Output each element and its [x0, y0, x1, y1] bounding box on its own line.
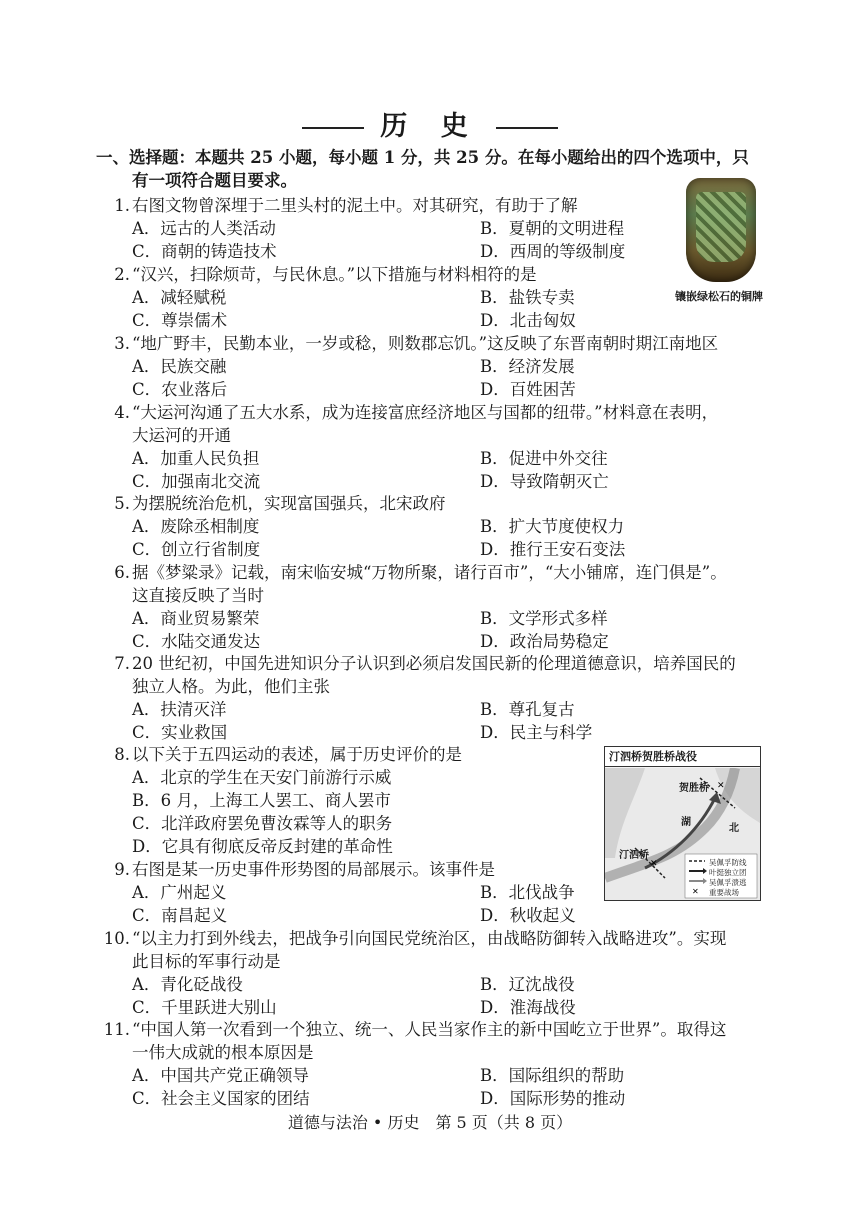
option-d: D．淮海战役 [480, 998, 576, 1017]
legend-retreat: 吴佩孚溃逃 [709, 878, 747, 887]
option-a: A．中国共产党正确领导 [132, 1066, 309, 1085]
legend-battlefield: 重要战场 [709, 888, 739, 897]
option-a: A．远古的人类活动 [132, 219, 276, 238]
question-number: 8. [114, 745, 130, 764]
option-c: C．社会主义国家的团结 [132, 1089, 310, 1108]
bronze-plaque-image [686, 178, 756, 282]
option-c: C．尊崇儒术 [132, 311, 228, 330]
question-number: 11. [103, 1020, 130, 1039]
question-8 [96, 743, 596, 858]
question-stem-continued: 一伟大成就的根本原因是 [132, 1043, 314, 1062]
option-b: B．经济发展 [480, 357, 575, 376]
title-dash-left [302, 127, 364, 129]
question-2 [96, 263, 656, 332]
map-label-hesheng: 贺胜桥 [679, 783, 709, 794]
question-stem-continued: 独立人格。为此，他们主张 [132, 677, 330, 696]
map-title: 汀泗桥贺胜桥战役 [605, 747, 760, 767]
question-3 [96, 332, 776, 401]
bronze-plaque-figure [664, 176, 774, 314]
svg-text:✕: ✕ [692, 887, 699, 896]
option-c: C．南昌起义 [132, 906, 228, 925]
question-stem: “汉兴，扫除烦苛，与民休息。”以下措施与材料相符的是 [132, 265, 537, 284]
option-a: A．广州起义 [132, 883, 227, 902]
map-label-hu: 湖 [681, 817, 691, 828]
question-1 [96, 194, 656, 263]
map-label-bei: 北 [729, 823, 739, 834]
question-stem: “地广野丰，民勤本业，一岁或稔，则数郡忘饥。”这反映了东晋南朝时期江南地区 [132, 334, 719, 353]
option-d: D．国际形势的推动 [480, 1089, 626, 1108]
question-number: 9. [114, 860, 130, 879]
question-7 [96, 652, 776, 744]
option-d: D．导致隋朝灭亡 [480, 472, 609, 491]
question-stem: 右图文物曾深埋于二里头村的泥土中。对其研究，有助于了解 [132, 196, 578, 215]
option-c: C．实业救国 [132, 723, 228, 742]
question-9 [96, 858, 596, 927]
option-b: B．盐铁专卖 [480, 288, 575, 307]
question-11 [96, 1018, 776, 1110]
question-stem-continued: 此目标的军事行动是 [132, 952, 281, 971]
option-c: C．水陆交通发达 [132, 632, 261, 651]
option-b: B．6 月，上海工人罢工、商人罢市 [132, 791, 391, 810]
question-number: 2. [114, 265, 130, 284]
question-number: 10. [103, 929, 130, 948]
question-stem: 20 世纪初，中国先进知识分子认识到必须启发国民新的伦理道德意识，培养国民的 [132, 654, 736, 673]
question-stem: 据《梦粱录》记载，南宋临安城“万物所聚，诸行百市”，“大小铺席，连门俱是”。 [132, 563, 727, 582]
option-b: B．文学形式多样 [480, 609, 608, 628]
question-6 [96, 561, 776, 653]
question-stem: 为摆脱统治危机，实现富国强兵，北宋政府 [132, 494, 446, 513]
option-c: C．创立行省制度 [132, 540, 261, 559]
question-stem: “中国人第一次看到一个独立、统一、人民当家作主的新中国屹立于世界”。取得这 [132, 1020, 727, 1039]
page-title [0, 104, 860, 143]
question-10 [96, 927, 776, 1019]
question-stem: 以下关于五四运动的表述，属于历史评价的是 [132, 745, 462, 764]
option-a: A．减轻赋税 [132, 288, 227, 307]
question-stem: 右图是某一历史事件形势图的局部展示。该事件是 [132, 860, 495, 879]
section-heading-line1: 一、选择题：本题共 25 小题，每小题 1 分，共 25 分。在每小题给出的四个选项中，只 [96, 148, 749, 167]
option-d: D．推行王安石变法 [480, 540, 626, 559]
question-stem: “大运河沟通了五大水系，成为连接富庶经济地区与国都的纽带。”材料意在表明， [132, 403, 719, 422]
option-a: A．废除丞相制度 [132, 517, 260, 536]
option-d: D．秋收起义 [480, 906, 576, 925]
battle-map-figure [604, 746, 761, 901]
option-c: C．千里跃进大别山 [132, 998, 277, 1017]
question-number: 1. [114, 196, 130, 215]
option-d: D．它具有彻底反帝反封建的革命性 [132, 837, 393, 856]
question-number: 5. [114, 494, 130, 513]
question-number: 7. [114, 654, 130, 673]
title-text: 历 史 [380, 111, 480, 142]
option-a: A．扶清灭洋 [132, 700, 227, 719]
figure-caption: 镶嵌绿松石的铜牌 [675, 290, 763, 303]
question-4 [96, 401, 776, 493]
question-5 [96, 492, 776, 561]
option-b: B．夏朝的文明进程 [480, 219, 625, 238]
option-c: C．北洋政府罢免曹汝霖等人的职务 [132, 814, 393, 833]
option-c: C．农业落后 [132, 380, 228, 399]
option-a: A．商业贸易繁荣 [132, 609, 260, 628]
option-b: B．国际组织的帮助 [480, 1066, 625, 1085]
title-dash-right [496, 127, 558, 129]
section-heading-line2: 有一项符合题目要求。 [132, 171, 297, 190]
option-b: B．促进中外交往 [480, 449, 608, 468]
question-number: 6. [114, 563, 130, 582]
option-d: D．民主与科学 [480, 723, 593, 742]
option-c: C．加强南北交流 [132, 472, 261, 491]
question-stem-continued: 这直接反映了当时 [132, 586, 264, 605]
option-a: A．青化砭战役 [132, 975, 243, 994]
option-d: D．政治局势稳定 [480, 632, 609, 651]
page-footer: 道德与法治 • 历史 第 5 页（共 8 页） [287, 1113, 573, 1132]
option-d: D．西周的等级制度 [480, 242, 626, 261]
svg-text:✕: ✕ [717, 781, 725, 791]
option-d: D．北击匈奴 [480, 311, 576, 330]
option-b: B．北伐战争 [480, 883, 575, 902]
option-c: C．商朝的铸造技术 [132, 242, 277, 261]
option-a: A．加重人民负担 [132, 449, 260, 468]
option-a: A．北京的学生在天安门前游行示威 [132, 768, 392, 787]
option-a: A．民族交融 [132, 357, 227, 376]
option-d: D．百姓困苦 [480, 380, 576, 399]
question-number: 4. [114, 403, 130, 422]
question-number: 3. [114, 334, 130, 353]
map-label-tingsi: 汀泗桥 [619, 850, 649, 861]
option-b: B．扩大节度使权力 [480, 517, 625, 536]
legend-independent-regiment: 叶挺独立团 [709, 868, 747, 877]
option-b: B．辽沈战役 [480, 975, 575, 994]
option-b: B．尊孔复古 [480, 700, 575, 719]
legend-defense-line: 吴佩孚防线 [709, 858, 747, 867]
question-stem-continued: 大运河的开通 [132, 426, 231, 445]
question-stem: “以主力打到外线去，把战争引向国民党统治区，由战略防御转入战略进攻”。实现 [132, 929, 727, 948]
svg-text:✕: ✕ [650, 859, 658, 869]
